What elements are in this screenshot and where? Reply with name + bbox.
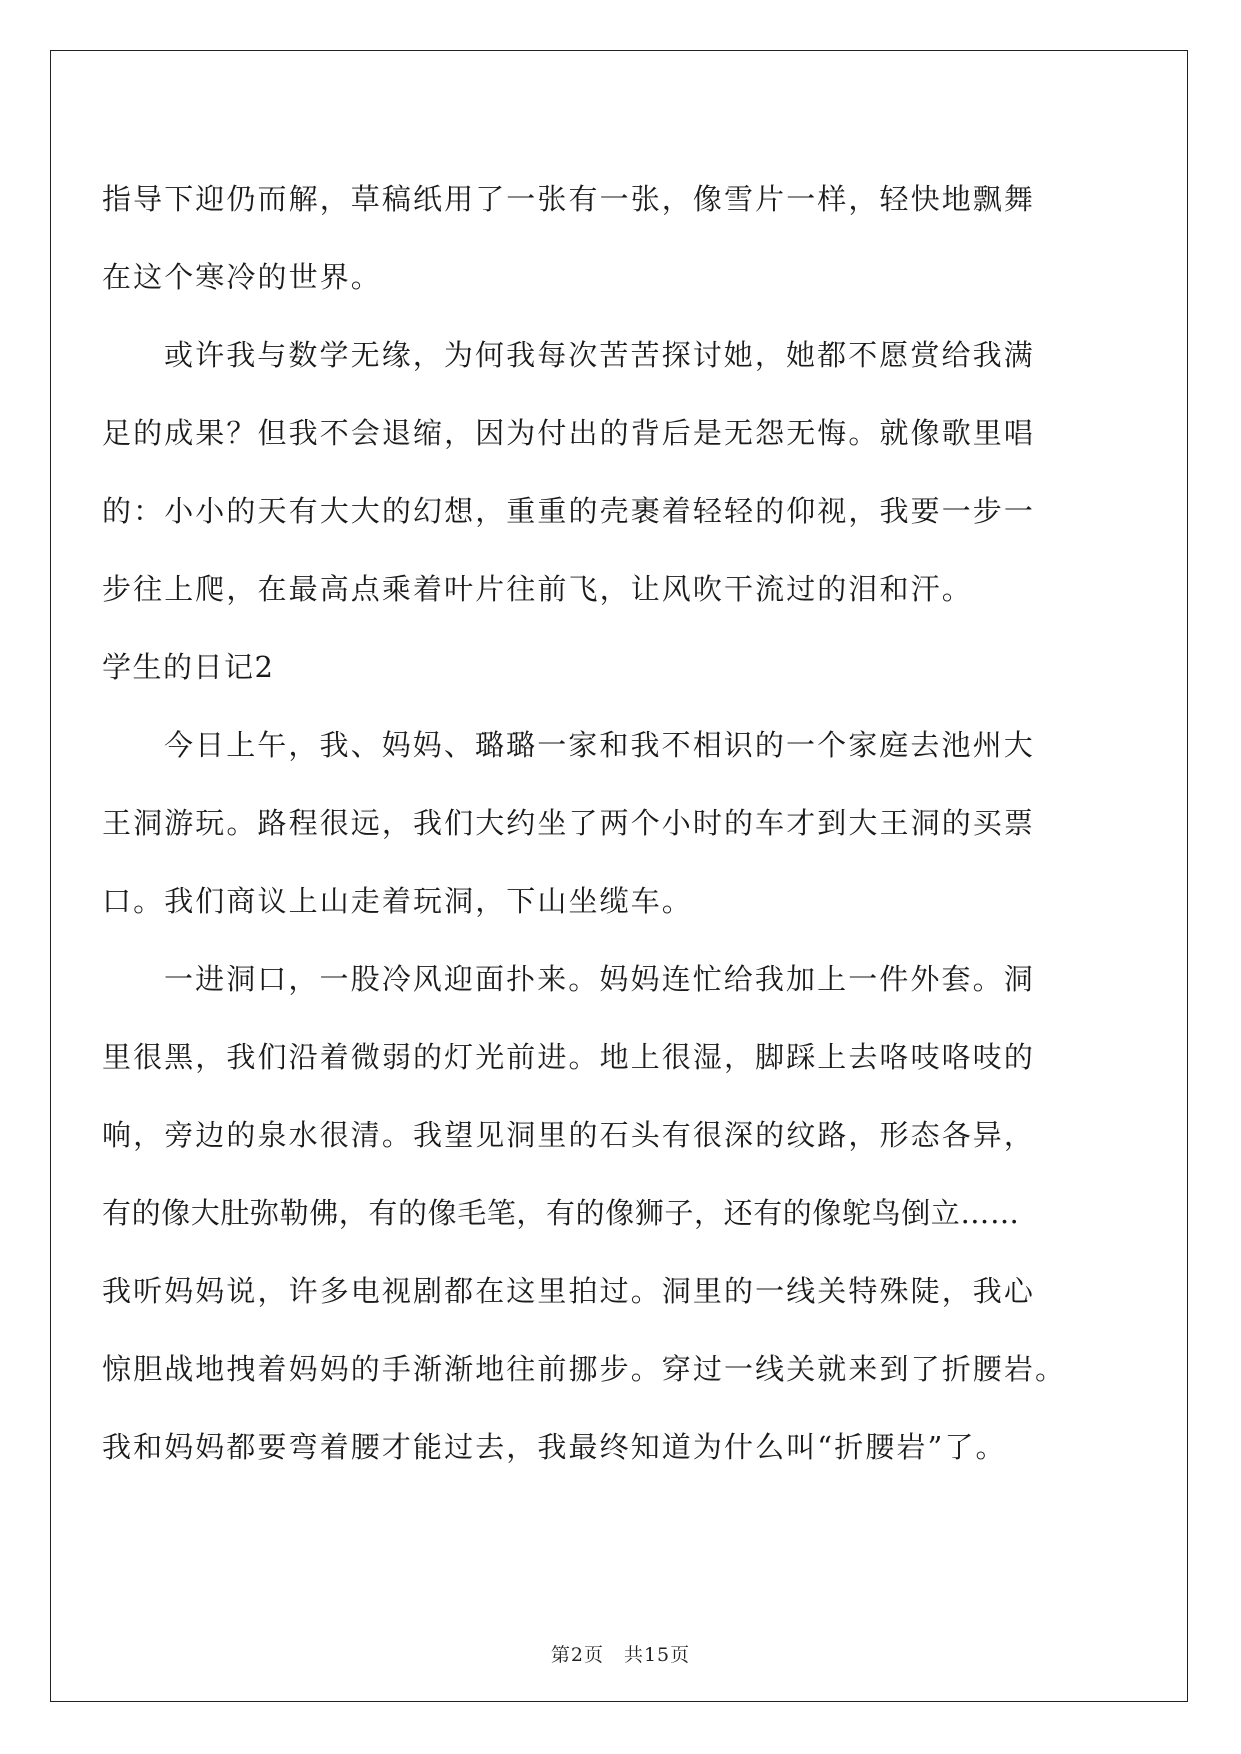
text-line: 今日上午，我、妈妈、璐璐一家和我不相识的一个家庭去池州大 bbox=[164, 728, 1035, 762]
page-number-footer: 第2页 共15页 bbox=[550, 1644, 691, 1666]
text-line: 或许我与数学无缘，为何我每次苦苦探讨她，她都不愿赏给我满 bbox=[164, 338, 1035, 372]
text-line: 口。我们商议上山走着玩洞，下山坐缆车。 bbox=[102, 884, 693, 918]
section-heading: 学生的日记2 bbox=[102, 650, 275, 684]
text-line: 惊胆战地拽着妈妈的手渐渐地往前挪步。穿过一线关就来到了折腰岩。 bbox=[102, 1352, 1067, 1386]
text-line: 一进洞口，一股冷风迎面扑来。妈妈连忙给我加上一件外套。洞 bbox=[164, 962, 1035, 996]
document-body bbox=[102, 160, 1137, 1486]
text-line: 有的像大肚弥勒佛，有的像毛笔，有的像狮子，还有的像鸵鸟倒立…… bbox=[102, 1196, 1020, 1230]
text-line: 王洞游玩。路程很远，我们大约坐了两个小时的车才到大王洞的买票 bbox=[102, 806, 1036, 840]
text-line: 指导下迎仍而解，草稿纸用了一张有一张，像雪片一样，轻快地飘舞 bbox=[102, 182, 1036, 216]
text-line: 我和妈妈都要弯着腰才能过去，我最终知道为什么叫“折腰岩”了。 bbox=[102, 1430, 1007, 1464]
text-line: 步往上爬，在最高点乘着叶片往前飞，让风吹干流过的泪和汗。 bbox=[102, 572, 973, 606]
text-line: 在这个寒冷的世界。 bbox=[102, 260, 382, 294]
text-line: 足的成果？但我不会退缩，因为付出的背后是无怨无悔。就像歌里唱 bbox=[102, 416, 1036, 450]
text-line: 我听妈妈说，许多电视剧都在这里拍过。洞里的一线关特殊陡，我心 bbox=[102, 1274, 1036, 1308]
text-line: 响，旁边的泉水很清。我望见洞里的石头有很深的纹路，形态各异， bbox=[102, 1118, 1036, 1152]
text-line: 的：小小的天有大大的幻想，重重的壳裹着轻轻的仰视，我要一步一 bbox=[102, 494, 1036, 528]
text-line: 里很黑，我们沿着微弱的灯光前进。地上很湿，脚踩上去咯吱咯吱的 bbox=[102, 1040, 1036, 1074]
